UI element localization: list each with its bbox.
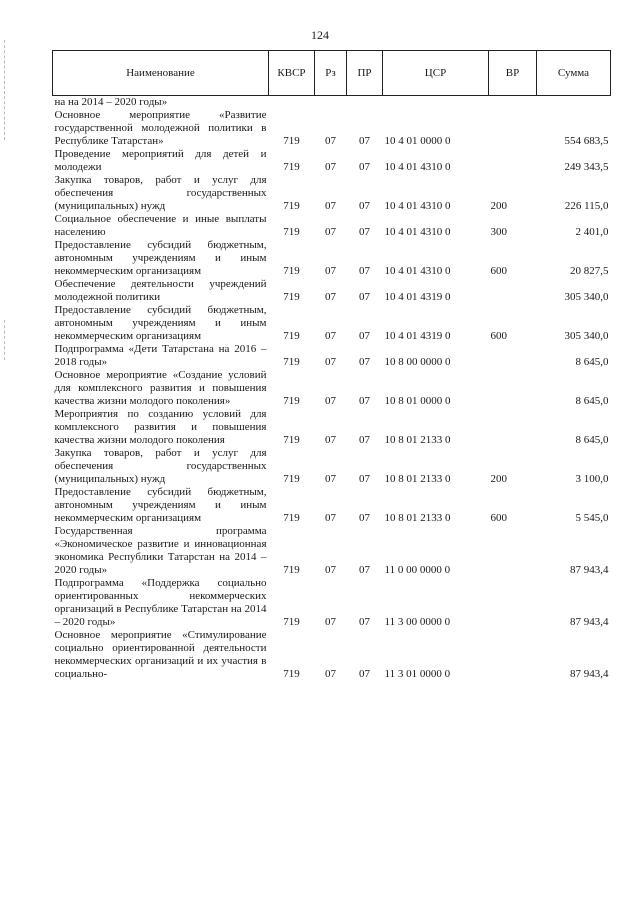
row-csr: 11 3 01 0000 0 (384, 668, 451, 680)
row-vr (489, 343, 537, 369)
row-name: Подпрограмма «Поддержка социально ориентированных некоммерческих организаций в Республике Татарстан на 2014 – 2020 годы» (54, 577, 267, 628)
row-csr: 10 4 01 4310 0 (384, 200, 451, 212)
row-rz: 07 (325, 226, 336, 238)
row-kvsr (269, 96, 315, 110)
row-csr: 10 4 01 4319 0 (384, 330, 451, 342)
table-row (53, 213, 611, 239)
row-pr: 07 (359, 616, 370, 628)
row-vr (489, 96, 537, 110)
row-vr (489, 369, 537, 408)
row-name: Основное мероприятие «Создание условий для комплексного развития и повышения качества жизни молодого поколения» (54, 369, 267, 407)
row-rz: 07 (325, 473, 336, 485)
header-kvsr: КВСР (269, 51, 315, 96)
row-sum: 87 943,4 (570, 668, 609, 680)
row-kvsr: 719 (283, 226, 300, 238)
row-pr: 07 (359, 200, 370, 212)
row-kvsr: 719 (283, 395, 300, 407)
row-name: Проведение мероприятий для детей и молодежи (54, 148, 267, 173)
header-vr: ВР (489, 51, 537, 96)
row-rz: 07 (325, 564, 336, 576)
row-vr: 600 (490, 512, 507, 524)
row-csr: 10 4 01 4310 0 (384, 161, 451, 173)
table-row (53, 174, 611, 213)
row-csr: 10 8 01 2133 0 (384, 512, 451, 524)
row-pr: 07 (359, 434, 370, 446)
row-kvsr: 719 (283, 135, 300, 147)
budget-table (52, 50, 611, 681)
row-pr: 07 (359, 356, 370, 368)
row-pr: 07 (359, 291, 370, 303)
table-row (53, 239, 611, 278)
row-sum: 2 401,0 (575, 226, 609, 238)
row-name: Мероприятия по созданию условий для комплексного развития и повышения качества жизни молодого поколения (54, 408, 267, 446)
table-row (53, 304, 611, 343)
header-sum: Сумма (537, 51, 611, 96)
row-rz (315, 96, 347, 110)
row-name: Предоставление субсидий бюджетным, автономным учреждениям и иным некоммерческим организациям (54, 486, 267, 524)
table-row (53, 343, 611, 369)
row-csr: 11 0 00 0000 0 (384, 564, 451, 576)
row-sum: 305 340,0 (564, 330, 609, 342)
row-name: Предоставление субсидий бюджетным, автономным учреждениям и иным некоммерческим организациям (54, 239, 267, 277)
row-vr: 300 (490, 226, 507, 238)
row-csr: 10 4 01 4319 0 (384, 291, 451, 303)
row-name: Закупка товаров, работ и услуг для обеспечения государственных (муниципальных) нужд (54, 174, 267, 212)
table-row (53, 109, 611, 148)
row-kvsr: 719 (283, 265, 300, 277)
row-rz: 07 (325, 135, 336, 147)
row-kvsr: 719 (283, 434, 300, 446)
row-sum: 3 100,0 (575, 473, 609, 485)
table-row (53, 278, 611, 304)
row-kvsr: 719 (283, 616, 300, 628)
row-vr (489, 408, 537, 447)
row-kvsr: 719 (283, 356, 300, 368)
row-vr (489, 278, 537, 304)
row-sum: 5 545,0 (575, 512, 609, 524)
row-pr: 07 (359, 226, 370, 238)
row-pr (347, 96, 383, 110)
row-pr: 07 (359, 668, 370, 680)
row-name: Основное мероприятие «Развитие государственной молодежной политики в Республике Татарстан» (54, 109, 267, 147)
row-kvsr: 719 (283, 330, 300, 342)
row-pr: 07 (359, 161, 370, 173)
row-sum: 87 943,4 (570, 564, 609, 576)
row-kvsr: 719 (283, 161, 300, 173)
row-pr: 07 (359, 564, 370, 576)
row-rz: 07 (325, 161, 336, 173)
row-pr: 07 (359, 512, 370, 524)
row-csr: 10 4 01 4310 0 (384, 265, 451, 277)
row-name: на на 2014 – 2020 годы» (54, 96, 168, 108)
row-kvsr: 719 (283, 473, 300, 485)
row-pr: 07 (359, 265, 370, 277)
page-number: 124 (311, 28, 329, 42)
row-csr: 10 4 01 0000 0 (384, 135, 451, 147)
row-pr: 07 (359, 473, 370, 485)
row-rz: 07 (325, 265, 336, 277)
row-name: Предоставление субсидий бюджетным, автономным учреждениям и иным некоммерческим организациям (54, 304, 267, 342)
row-rz: 07 (325, 668, 336, 680)
row-kvsr: 719 (283, 512, 300, 524)
row-csr: 11 3 00 0000 0 (384, 616, 451, 628)
row-sum: 305 340,0 (564, 291, 609, 303)
row-name: Закупка товаров, работ и услуг для обеспечения государственных (муниципальных) нужд (54, 447, 267, 485)
table-row (53, 96, 611, 110)
row-vr: 600 (490, 330, 507, 342)
row-csr: 10 8 01 2133 0 (384, 434, 451, 446)
row-vr (489, 629, 537, 681)
margin-binding-marks-lower (4, 320, 6, 360)
row-csr: 10 8 01 0000 0 (384, 395, 451, 407)
row-vr: 200 (490, 200, 507, 212)
row-csr: 10 8 01 2133 0 (384, 473, 451, 485)
table-row (53, 148, 611, 174)
row-pr: 07 (359, 330, 370, 342)
row-rz: 07 (325, 434, 336, 446)
row-name: Основное мероприятие «Стимулирование социально ориентированной деятельности некоммерческих организаций и их участия в социально- (54, 629, 267, 680)
row-sum: 226 115,0 (564, 200, 609, 212)
row-sum: 8 645,0 (575, 395, 609, 407)
row-sum: 249 343,5 (564, 161, 609, 173)
row-vr (489, 525, 537, 577)
table-row (53, 447, 611, 486)
row-kvsr: 719 (283, 291, 300, 303)
row-sum: 20 827,5 (570, 265, 609, 277)
row-kvsr: 719 (283, 200, 300, 212)
header-name: Наименование (53, 51, 269, 96)
table-row (53, 369, 611, 408)
row-vr: 200 (490, 473, 507, 485)
row-sum: 8 645,0 (575, 356, 609, 368)
row-rz: 07 (325, 330, 336, 342)
row-sum: 8 645,0 (575, 434, 609, 446)
table-row (53, 629, 611, 681)
row-csr: 10 4 01 4310 0 (384, 226, 451, 238)
row-name: Социальное обеспечение и иные выплаты населению (54, 213, 267, 238)
row-sum: 87 943,4 (570, 616, 609, 628)
row-rz: 07 (325, 616, 336, 628)
row-vr (489, 577, 537, 629)
header-rz: Рз (315, 51, 347, 96)
row-kvsr: 719 (283, 668, 300, 680)
table-header-row (53, 51, 611, 96)
row-vr (489, 148, 537, 174)
row-name: Обеспечение деятельности учреждений молодежной политики (54, 278, 267, 303)
row-pr: 07 (359, 135, 370, 147)
row-sum (537, 96, 611, 110)
row-kvsr: 719 (283, 564, 300, 576)
header-pr: ПР (347, 51, 383, 96)
row-vr (489, 109, 537, 148)
row-rz: 07 (325, 512, 336, 524)
row-name: Подпрограмма «Дети Татарстана на 2016 – 2018 годы» (54, 343, 267, 368)
table-row (53, 486, 611, 525)
row-rz: 07 (325, 200, 336, 212)
row-csr: 10 8 00 0000 0 (384, 356, 451, 368)
row-rz: 07 (325, 356, 336, 368)
table-body (53, 96, 611, 682)
row-pr: 07 (359, 395, 370, 407)
row-name: Государственная программа «Экономическое развитие и инновационная экономика Республики Татарстан на 2014 – 2020 годы» (54, 525, 267, 576)
table-row (53, 577, 611, 629)
row-vr: 600 (490, 265, 507, 277)
table-row (53, 408, 611, 447)
table-row (53, 525, 611, 577)
margin-binding-marks (4, 40, 6, 140)
row-rz: 07 (325, 291, 336, 303)
row-rz: 07 (325, 395, 336, 407)
header-csr: ЦСР (383, 51, 489, 96)
row-sum: 554 683,5 (564, 135, 609, 147)
row-csr (383, 96, 489, 110)
